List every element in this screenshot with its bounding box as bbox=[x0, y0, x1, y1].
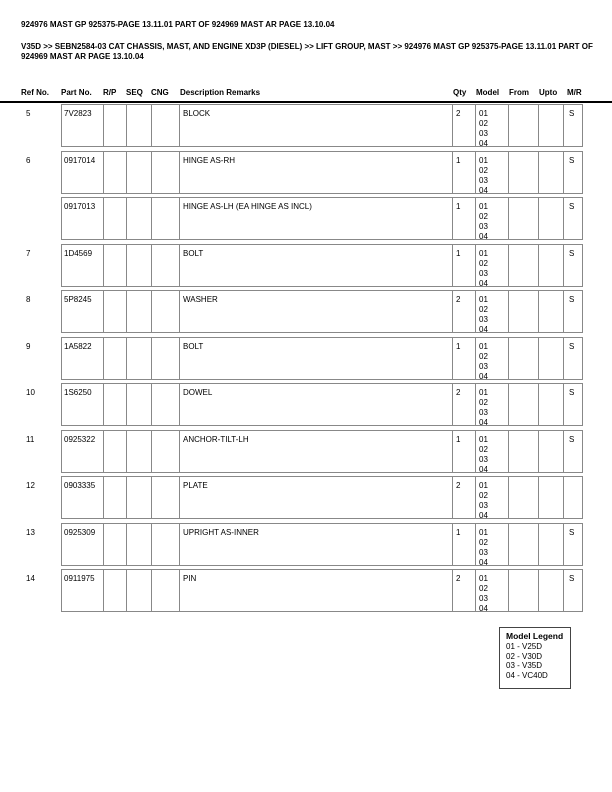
col-seq: SEQ bbox=[126, 88, 143, 97]
model-codes bbox=[479, 528, 488, 568]
table-row bbox=[0, 244, 612, 291]
ref-no: 10 bbox=[26, 388, 35, 397]
from-cell bbox=[508, 383, 538, 426]
rp-cell bbox=[103, 337, 126, 380]
model-codes bbox=[479, 342, 488, 382]
col-rp: R/P bbox=[103, 88, 117, 97]
seq-cell bbox=[126, 430, 151, 473]
seq-cell bbox=[126, 523, 151, 566]
cng-cell bbox=[151, 337, 179, 380]
part-no: 0917014 bbox=[64, 155, 96, 165]
parts-table bbox=[0, 104, 612, 616]
col-qty: Qty bbox=[453, 88, 467, 97]
description-cell bbox=[179, 244, 452, 287]
mr: S bbox=[569, 155, 575, 165]
qty: 2 bbox=[456, 574, 461, 583]
model-code: 02 bbox=[479, 444, 488, 454]
model-code: 03 bbox=[479, 454, 488, 464]
ref-no: 12 bbox=[26, 481, 35, 490]
upto-cell bbox=[538, 523, 563, 566]
description: UPRIGHT AS-INNER bbox=[183, 527, 259, 537]
model-codes bbox=[479, 574, 488, 614]
model-code: 04 bbox=[479, 325, 488, 334]
model-code: 01 bbox=[479, 434, 488, 444]
from-cell bbox=[508, 430, 538, 473]
description-cell bbox=[179, 383, 452, 426]
col-description: Description Remarks bbox=[180, 88, 261, 97]
model-code: 03 bbox=[479, 315, 488, 324]
part-no: 0925309 bbox=[64, 527, 96, 537]
seq-cell bbox=[126, 104, 151, 147]
from-cell bbox=[508, 104, 538, 147]
seq-cell bbox=[126, 337, 151, 380]
part-no: 1S6250 bbox=[64, 388, 92, 397]
mr: S bbox=[569, 527, 575, 537]
model-code: 04 bbox=[479, 557, 488, 567]
rp-cell bbox=[103, 244, 126, 287]
table-row bbox=[0, 523, 612, 570]
model-code: 03 bbox=[479, 501, 488, 510]
mr: S bbox=[569, 202, 575, 211]
qty: 1 bbox=[456, 434, 461, 444]
seq-cell bbox=[126, 290, 151, 333]
model-code: 02 bbox=[479, 491, 488, 500]
seq-cell bbox=[126, 383, 151, 426]
rp-cell bbox=[103, 383, 126, 426]
model-codes bbox=[479, 388, 488, 428]
description-cell bbox=[179, 337, 452, 380]
from-cell bbox=[508, 197, 538, 240]
part-no: 1D4569 bbox=[64, 248, 93, 258]
model-code: 02 bbox=[479, 258, 488, 268]
mr: S bbox=[569, 109, 575, 118]
col-part-no: Part No. bbox=[61, 88, 92, 97]
model-code: 04 bbox=[479, 278, 488, 288]
table-row bbox=[0, 151, 612, 198]
model-codes bbox=[479, 249, 488, 289]
legend-title: Model Legend bbox=[506, 631, 564, 641]
model-code: 01 bbox=[479, 527, 488, 537]
description: DOWEL bbox=[183, 388, 213, 397]
upto-cell bbox=[538, 197, 563, 240]
part-no: 0903335 bbox=[64, 481, 96, 490]
model-code: 02 bbox=[479, 584, 488, 593]
model-code: 03 bbox=[479, 175, 488, 185]
model-code: 03 bbox=[479, 547, 488, 557]
col-from: From bbox=[509, 88, 529, 97]
description: PLATE bbox=[183, 481, 208, 490]
part-no: 1A5822 bbox=[64, 341, 92, 351]
seq-cell bbox=[126, 244, 151, 287]
col-mr: M/R bbox=[567, 88, 582, 97]
cng-cell bbox=[151, 523, 179, 566]
qty: 2 bbox=[456, 481, 461, 490]
col-model: Model bbox=[476, 88, 500, 97]
cng-cell bbox=[151, 197, 179, 240]
cng-cell bbox=[151, 151, 179, 194]
from-cell bbox=[508, 569, 538, 612]
part-no: 7V2823 bbox=[64, 109, 92, 118]
description-cell bbox=[179, 569, 452, 612]
breadcrumb: V35D >> SEBN2584-03 CAT CHASSIS, MAST, AND ENGINE XD3P (DIESEL) >> LIFT GROUP, MAST >> 924976 MAST GP 925375-PAGE 13.11.01 PART OF 924969 MAST AR PAGE 13.10.04 bbox=[21, 42, 593, 61]
from-cell bbox=[508, 151, 538, 194]
rp-cell bbox=[103, 197, 126, 240]
qty: 1 bbox=[456, 202, 461, 211]
from-cell bbox=[508, 337, 538, 380]
part-no: 5P8245 bbox=[64, 295, 92, 304]
model-code: 01 bbox=[479, 574, 488, 583]
model-code: 04 bbox=[479, 185, 488, 195]
model-code: 02 bbox=[479, 165, 488, 175]
upto-cell bbox=[538, 244, 563, 287]
table-row bbox=[0, 430, 612, 477]
model-code: 04 bbox=[479, 511, 488, 520]
description: ANCHOR-TILT-LH bbox=[183, 434, 249, 444]
mr: S bbox=[569, 388, 575, 397]
rp-cell bbox=[103, 569, 126, 612]
legend-item: 03 - V35D bbox=[506, 661, 543, 670]
description: HINGE AS-RH bbox=[183, 155, 236, 165]
model-code: 03 bbox=[479, 268, 488, 278]
qty: 1 bbox=[456, 155, 461, 165]
model-code: 01 bbox=[479, 248, 488, 258]
ref-no: 7 bbox=[26, 248, 31, 258]
cng-cell bbox=[151, 290, 179, 333]
mr: S bbox=[569, 341, 575, 351]
description: HINGE AS-LH (EA HINGE AS INCL) bbox=[183, 202, 312, 211]
qty: 1 bbox=[456, 341, 461, 351]
mr: S bbox=[569, 248, 575, 258]
qty: 2 bbox=[456, 109, 461, 118]
rp-cell bbox=[103, 523, 126, 566]
description: BOLT bbox=[183, 341, 204, 351]
seq-cell bbox=[126, 197, 151, 240]
table-row bbox=[0, 290, 612, 337]
qty: 1 bbox=[456, 527, 461, 537]
description-cell bbox=[179, 104, 452, 147]
model-code: 03 bbox=[479, 222, 488, 231]
legend-item: 01 - V25D bbox=[506, 642, 543, 651]
part-no: 0911975 bbox=[64, 574, 95, 583]
model-code: 03 bbox=[479, 129, 488, 138]
upto-cell bbox=[538, 337, 563, 380]
from-cell bbox=[508, 244, 538, 287]
header-divider bbox=[0, 101, 612, 103]
model-codes bbox=[479, 109, 488, 149]
rp-cell bbox=[103, 430, 126, 473]
legend-item: 04 - VC40D bbox=[506, 670, 548, 680]
model-code: 01 bbox=[479, 109, 488, 118]
model-legend bbox=[499, 627, 571, 689]
model-code: 04 bbox=[479, 604, 488, 613]
ref-no: 5 bbox=[26, 109, 31, 118]
cng-cell bbox=[151, 476, 179, 519]
table-row bbox=[0, 197, 612, 244]
col-upto: Upto bbox=[539, 88, 558, 97]
model-codes bbox=[479, 435, 488, 475]
upto-cell bbox=[538, 151, 563, 194]
rp-cell bbox=[103, 290, 126, 333]
ref-no: 11 bbox=[26, 434, 35, 444]
model-code: 01 bbox=[479, 202, 488, 211]
description-cell bbox=[179, 290, 452, 333]
model-code: 01 bbox=[479, 155, 488, 165]
cng-cell bbox=[151, 383, 179, 426]
rp-cell bbox=[103, 151, 126, 194]
model-codes bbox=[479, 202, 488, 242]
cng-cell bbox=[151, 104, 179, 147]
model-code: 04 bbox=[479, 139, 488, 148]
model-codes bbox=[479, 481, 488, 521]
part-no: 0917013 bbox=[64, 202, 96, 211]
model-code: 02 bbox=[479, 351, 488, 361]
cng-cell bbox=[151, 430, 179, 473]
upto-cell bbox=[538, 476, 563, 519]
col-ref-no: Ref No. bbox=[21, 88, 49, 97]
qty: 2 bbox=[456, 295, 461, 304]
seq-cell bbox=[126, 569, 151, 612]
description: BOLT bbox=[183, 248, 204, 258]
ref-no: 14 bbox=[26, 574, 35, 583]
mr: S bbox=[569, 434, 575, 444]
table-row bbox=[0, 337, 612, 384]
table-row bbox=[0, 569, 612, 616]
col-cng: CNG bbox=[151, 88, 169, 97]
table-row bbox=[0, 476, 612, 523]
model-code: 02 bbox=[479, 537, 488, 547]
model-code: 03 bbox=[479, 594, 488, 603]
upto-cell bbox=[538, 383, 563, 426]
model-code: 01 bbox=[479, 388, 488, 397]
part-no: 0925322 bbox=[64, 434, 96, 444]
from-cell bbox=[508, 290, 538, 333]
model-code: 01 bbox=[479, 295, 488, 304]
rp-cell bbox=[103, 104, 126, 147]
cng-cell bbox=[151, 569, 179, 612]
cng-cell bbox=[151, 244, 179, 287]
ref-no: 8 bbox=[26, 295, 31, 304]
mr: S bbox=[569, 295, 575, 304]
description: PIN bbox=[183, 574, 197, 583]
model-code: 03 bbox=[479, 361, 488, 371]
mr-cell bbox=[563, 476, 583, 519]
table-row bbox=[0, 383, 612, 430]
qty: 1 bbox=[456, 248, 461, 258]
model-code: 04 bbox=[479, 371, 488, 381]
ref-no: 6 bbox=[26, 155, 31, 165]
page-title: 924976 MAST GP 925375-PAGE 13.11.01 PART OF 924969 MAST AR PAGE 13.10.04 bbox=[21, 20, 335, 29]
upto-cell bbox=[538, 430, 563, 473]
model-code: 04 bbox=[479, 418, 488, 427]
description: WASHER bbox=[183, 295, 218, 304]
from-cell bbox=[508, 523, 538, 566]
seq-cell bbox=[126, 151, 151, 194]
description: BLOCK bbox=[183, 109, 211, 118]
ref-no: 13 bbox=[26, 527, 35, 537]
ref-no: 9 bbox=[26, 341, 31, 351]
qty: 2 bbox=[456, 388, 461, 397]
mr: S bbox=[569, 574, 575, 583]
model-code: 04 bbox=[479, 232, 488, 241]
upto-cell bbox=[538, 290, 563, 333]
legend-item: 02 - V30D bbox=[506, 651, 543, 661]
model-code: 02 bbox=[479, 212, 488, 221]
model-code: 01 bbox=[479, 341, 488, 351]
description-cell bbox=[179, 476, 452, 519]
model-code: 02 bbox=[479, 305, 488, 314]
model-code: 03 bbox=[479, 408, 488, 417]
model-code: 04 bbox=[479, 464, 488, 474]
seq-cell bbox=[126, 476, 151, 519]
model-code: 02 bbox=[479, 398, 488, 407]
model-codes bbox=[479, 156, 488, 196]
from-cell bbox=[508, 476, 538, 519]
rp-cell bbox=[103, 476, 126, 519]
table-row bbox=[0, 104, 612, 151]
model-codes bbox=[479, 295, 488, 335]
upto-cell bbox=[538, 104, 563, 147]
model-code: 01 bbox=[479, 481, 488, 490]
model-code: 02 bbox=[479, 119, 488, 128]
upto-cell bbox=[538, 569, 563, 612]
